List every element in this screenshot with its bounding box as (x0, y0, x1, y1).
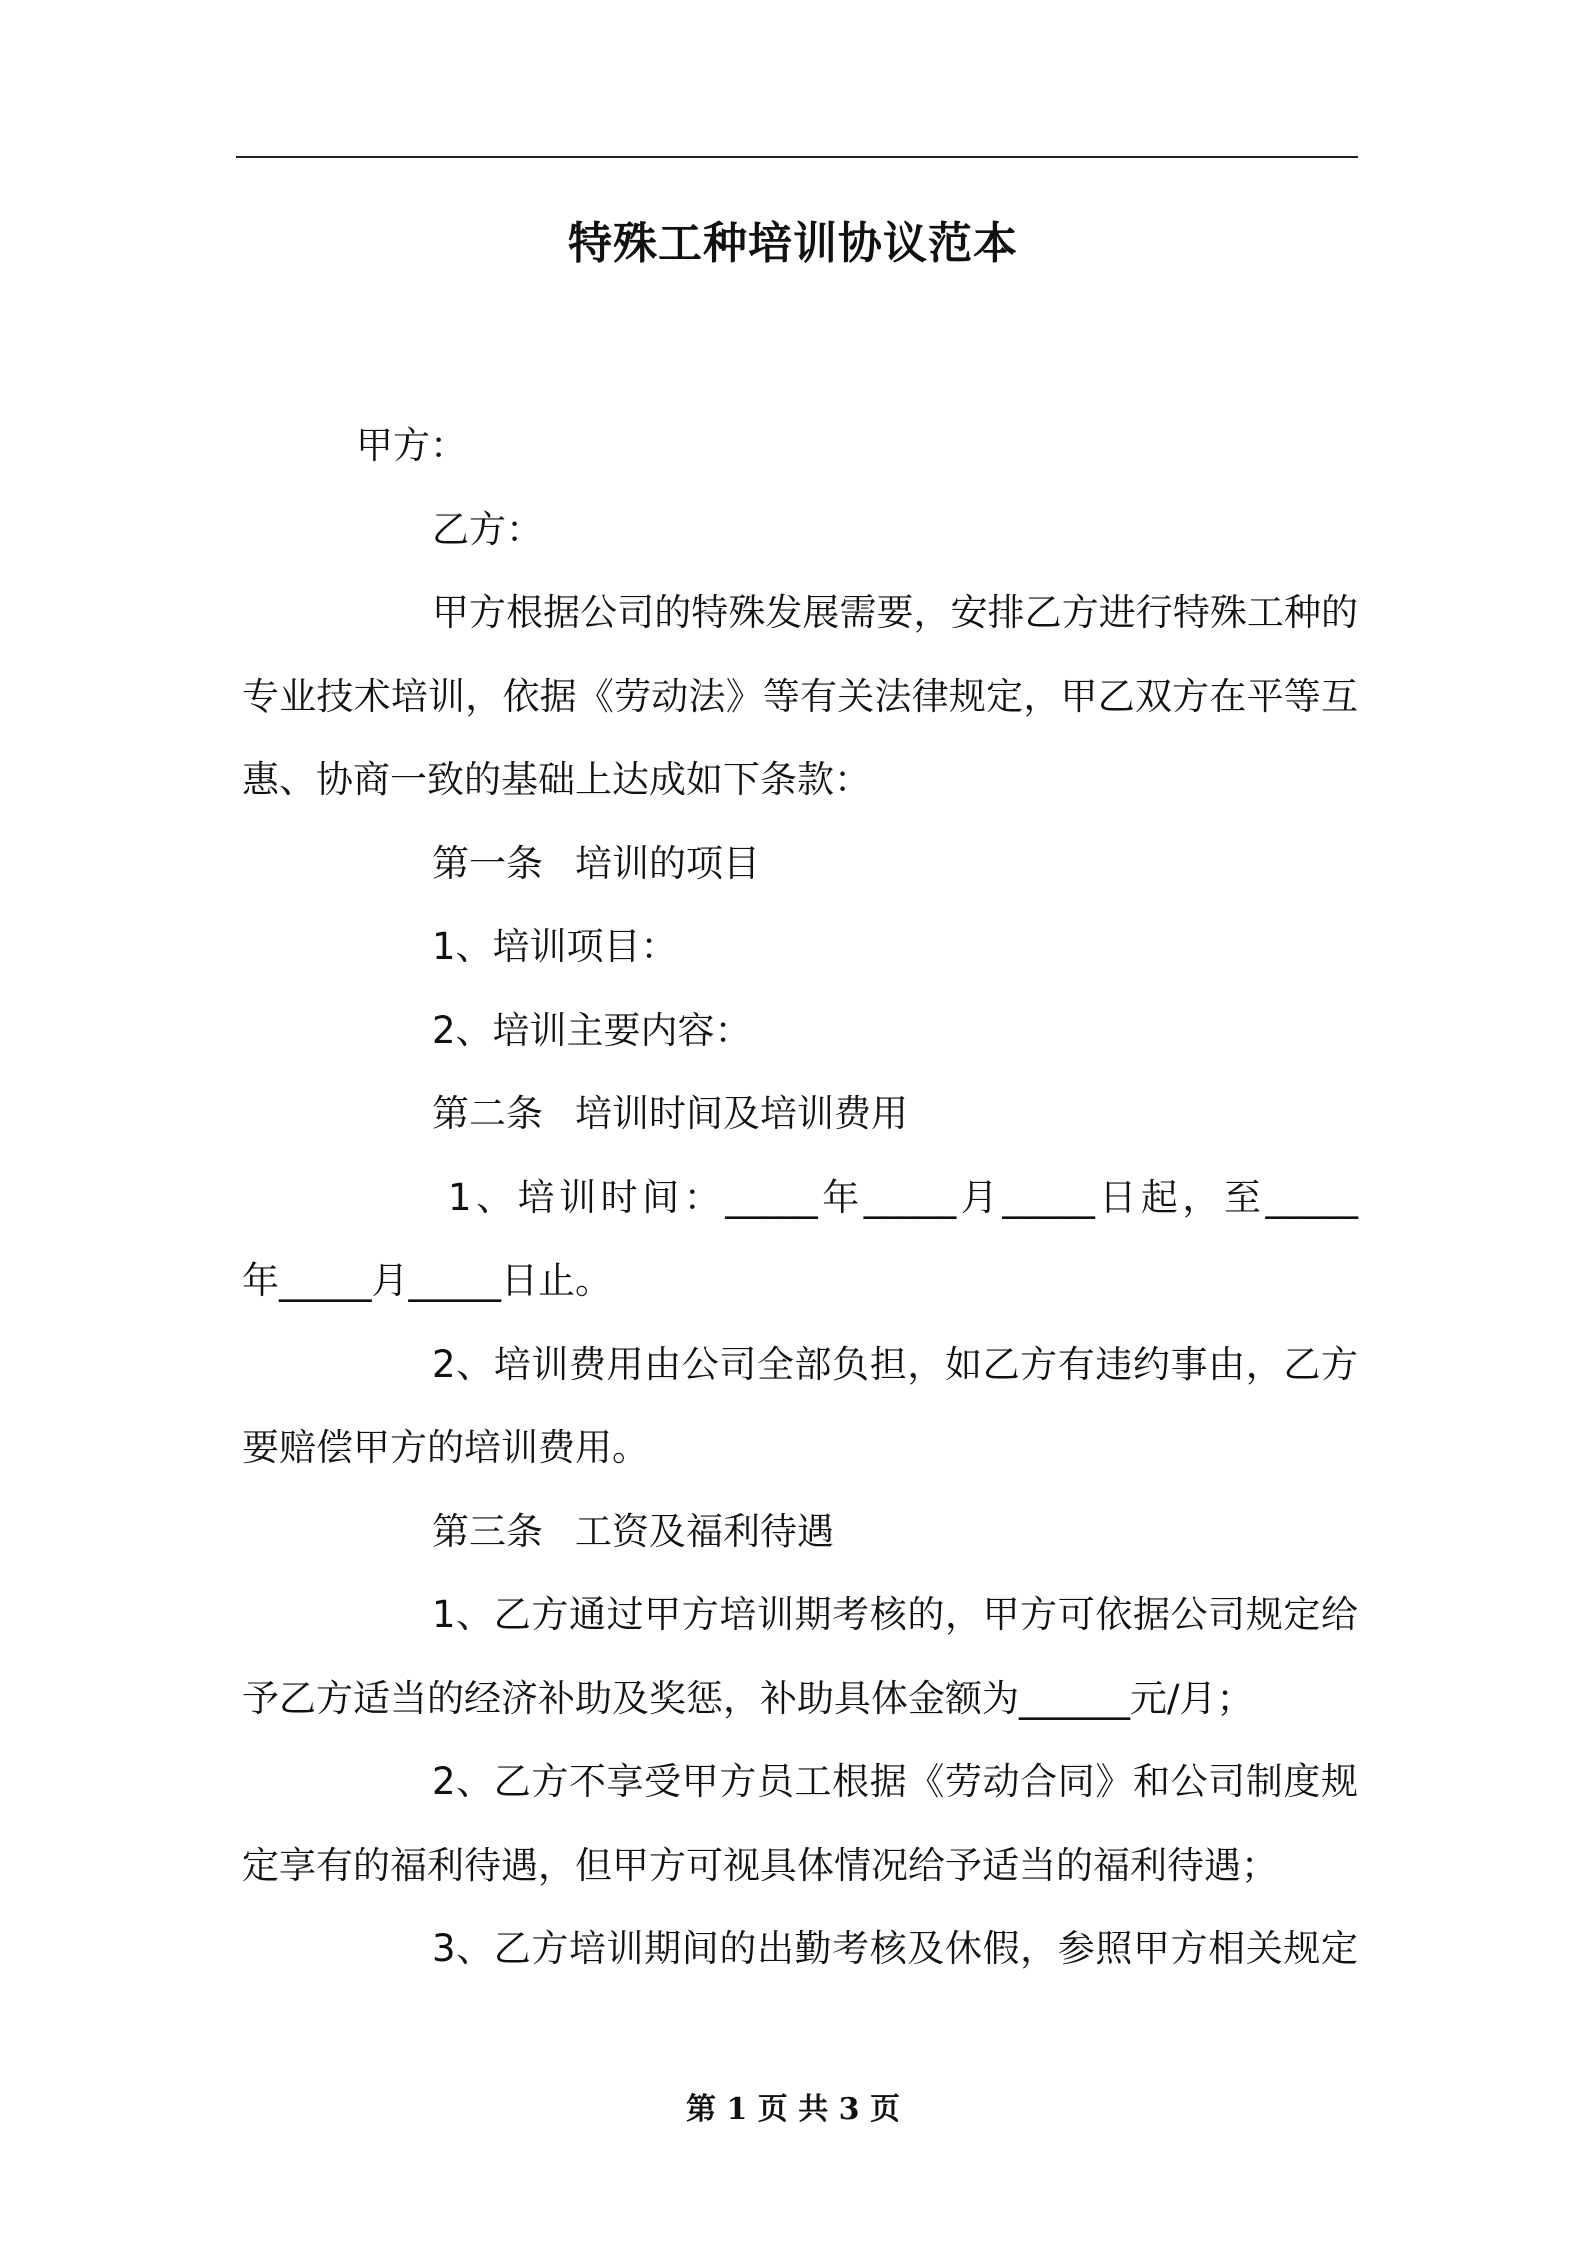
page-number-footer: 第 1 页 共 3 页 (686, 2092, 900, 2127)
intro-line-1: 甲方根据公司的特殊发展需要，安排乙方进行特殊工种的 (432, 591, 1358, 634)
article-3-item-2-line-2: 定享有的福利待遇，但甲方可视具体情况给予适当的福利待遇； (242, 1843, 1278, 1887)
article-3-item-1-line-1: 1、乙方通过甲方培训期考核的，甲方可依据公司规定给 (432, 1593, 1358, 1636)
article-3-item-3-line-1: 3、乙方培训期间的出勤考核及休假，参照甲方相关规定 (432, 1927, 1358, 1970)
article-2-item-1-line-2: 年_____月_____日止。 (242, 1259, 612, 1302)
article-1-number: 第一条 (432, 841, 543, 885)
header-rule (236, 156, 1358, 158)
article-3-number: 第三条 (432, 1509, 543, 1553)
intro-line-3: 惠、协商一致的基础上达成如下条款： (242, 758, 871, 801)
article-2-item-1-line-1: 1、培训时间：_____年_____月_____日起，至_____ (448, 1175, 1358, 1219)
article-2-heading (242, 1072, 1358, 1156)
article-1-heading (242, 822, 1358, 906)
article-1-title: 培训的项目 (575, 841, 760, 885)
document-body (242, 404, 1358, 1991)
article-2-title: 培训时间及培训费用 (575, 1092, 908, 1135)
document-title: 特殊工种培训协议范本 (568, 218, 1018, 269)
article-3-heading (242, 1490, 1358, 1574)
intro-line-2: 专业技术培训，依据《劳动法》等有关法律规定，甲乙双方在平等互 (242, 674, 1358, 718)
article-3-title: 工资及福利待遇 (575, 1509, 834, 1553)
article-2-number: 第二条 (432, 1092, 543, 1135)
party-b-label: 乙方： (432, 507, 543, 551)
article-2-item-2-line-2: 要赔偿甲方的培训费用。 (242, 1426, 649, 1469)
article-2-item-2-line-1: 2、培训费用由公司全部负担，如乙方有违约事由，乙方 (432, 1342, 1358, 1386)
article-1-item-1: 1、培训项目： (432, 925, 678, 968)
article-3-item-1-line-2: 予乙方适当的经济补助及奖惩，补助具体金额为______元/月； (242, 1676, 1254, 1720)
article-1-item-2: 2、培训主要内容： (432, 1008, 752, 1052)
article-3-item-2-line-1: 2、乙方不享受甲方员工根据《劳动合同》和公司制度规 (432, 1760, 1358, 1803)
party-a-label: 甲方： (356, 424, 467, 467)
